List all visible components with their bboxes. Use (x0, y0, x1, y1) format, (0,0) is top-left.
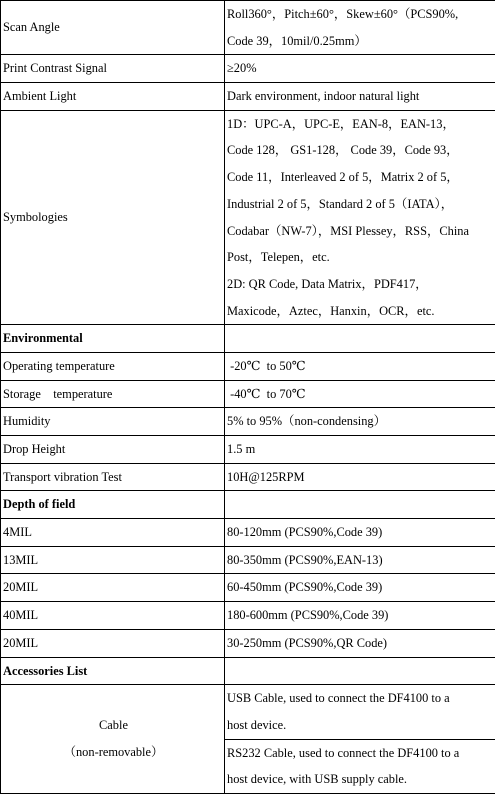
row-scan-angle (1, 1, 495, 55)
value-usb-cable: USB Cable, used to connect the DF4100 to a host device. (225, 685, 495, 739)
label-cable: Cable （non-removable） (1, 685, 225, 794)
label-ambient-light: Ambient Light (1, 83, 225, 111)
row-symbologies (1, 110, 495, 325)
label-scan-angle: Scan Angle (1, 1, 225, 55)
section-environmental (1, 325, 495, 353)
row-depth-40mil: 40MIL 180-600mm (PCS90%,Code 39) (1, 602, 495, 630)
row-print-contrast (1, 55, 495, 83)
label-symbologies: Symbologies (1, 110, 225, 325)
row-depth-20mil-qr: 20MIL 30-250mm (PCS90%,QR Code) (1, 629, 495, 657)
row-cable-usb (1, 685, 495, 739)
label-print-contrast: Print Contrast Signal (1, 55, 225, 83)
row-ambient-light (1, 83, 495, 111)
value-rs232-cable: RS232 Cable, used to connect the DF4100 to a host device, with USB supply cable. (225, 739, 495, 793)
row-depth-4mil: 4MIL 80-120mm (PCS90%,Code 39) (1, 519, 495, 547)
value-ambient-light: Dark environment, indoor natural light (225, 83, 495, 111)
section-title-accessories: Accessories List (1, 657, 225, 685)
section-accessories (1, 657, 495, 685)
row-humidity: Humidity 5% to 95%（non-condensing） (1, 408, 495, 436)
section-title-depth-of-field: Depth of field (1, 491, 225, 519)
value-scan-angle: Roll360°，Pitch±60°，Skew±60°（PCS90%, Code 39，10mil/0.25mm） (225, 1, 495, 55)
row-transport-vibration: Transport vibration Test 10H@125RPM (1, 463, 495, 491)
value-print-contrast: ≥20% (225, 55, 495, 83)
row-drop-height: Drop Height 1.5 m (1, 436, 495, 464)
row-storage-temperature: Storage temperature -40℃ to 70℃ (1, 380, 495, 408)
row-depth-13mil: 13MIL 80-350mm (PCS90%,EAN-13) (1, 546, 495, 574)
section-depth-of-field (1, 491, 495, 519)
row-operating-temperature: Operating temperature -20℃ to 50℃ (1, 352, 495, 380)
section-title-environmental: Environmental (1, 325, 225, 353)
value-symbologies: 1D：UPC-A，UPC-E，EAN-8，EAN-13， Code 128， GS1-128， Code 39，Code 93， Code 11，Interleaved 2 of 5，Matrix 2 of 5， Industrial 2 of 5，Standard 2 of 5（IATA）， Codabar（NW-7），MSI Plessey，RSS，China Post，Telepen，etc. 2D: QR Code, Data Matrix，PDF417， Maxicode，Aztec，Hanxin，OCR，etc. (225, 110, 495, 325)
row-depth-20mil: 20MIL 60-450mm (PCS90%,Code 39) (1, 574, 495, 602)
